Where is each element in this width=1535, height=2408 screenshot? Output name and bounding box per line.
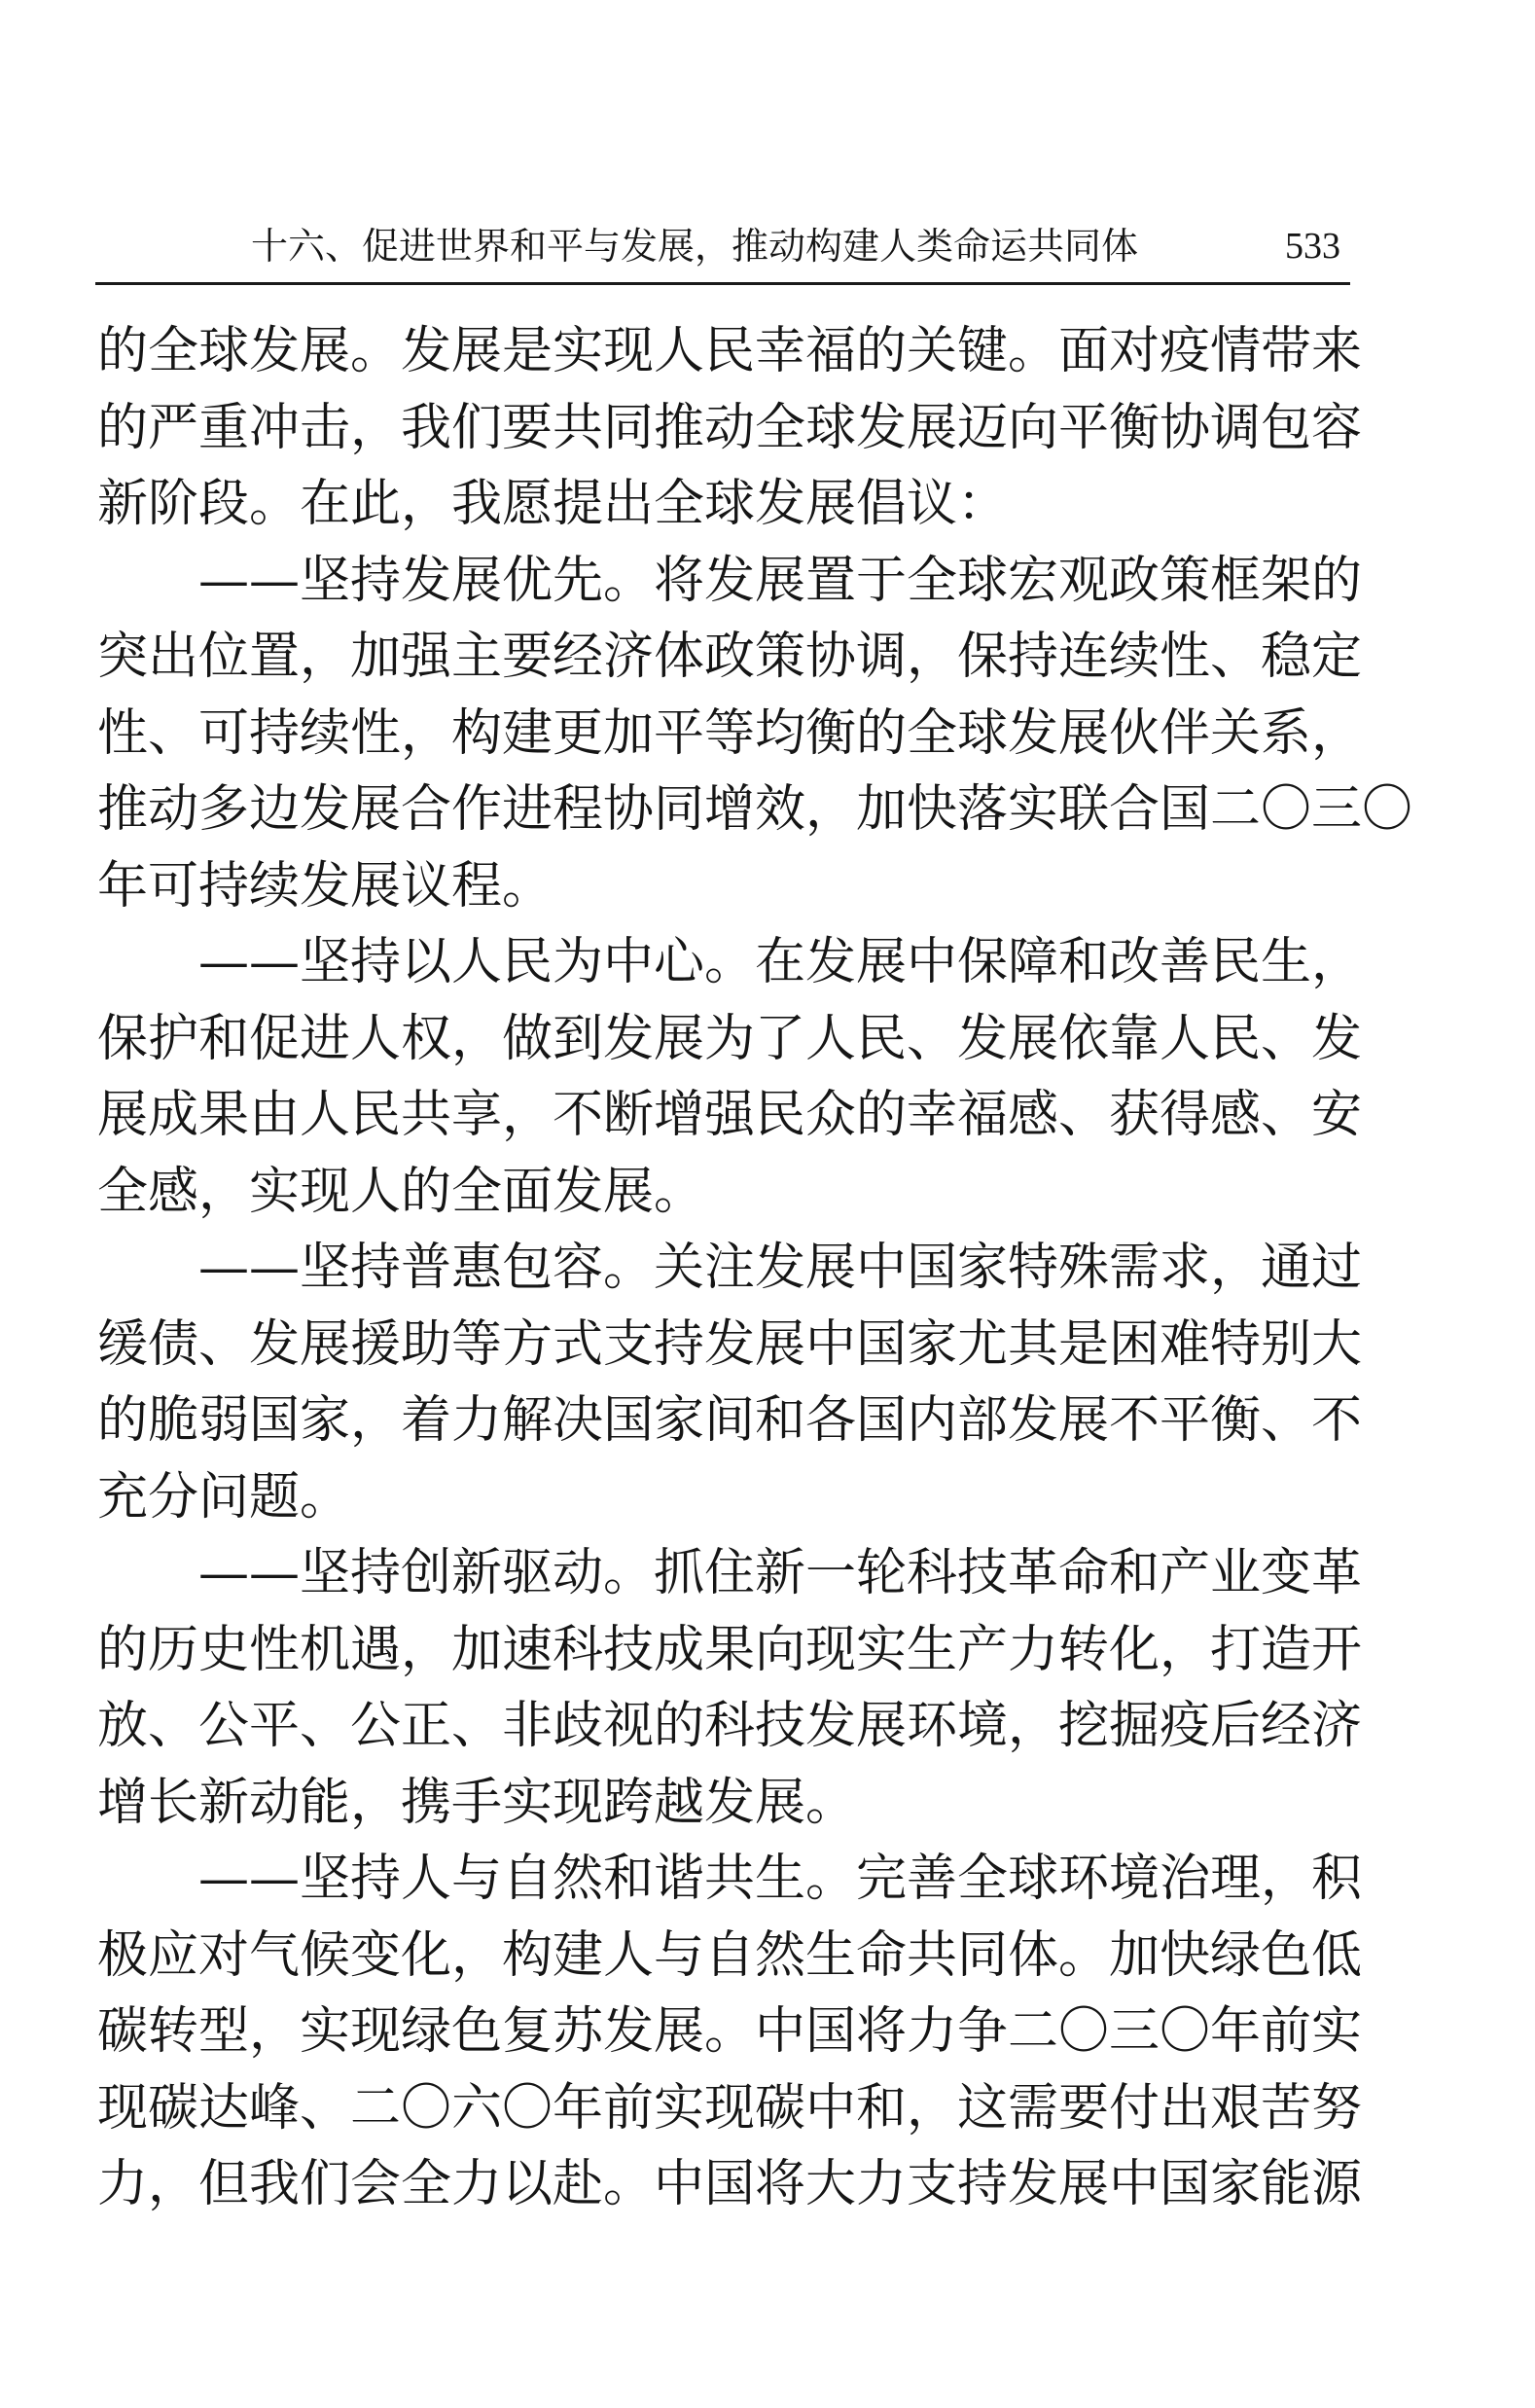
page-number: 533 [1285,226,1340,267]
text-line: ——坚持普惠包容。关注发展中国家特殊需求，通过 [198,1239,1363,1297]
text-line: 放、公平、公正、非歧视的科技发展环境，挖掘疫后经济 [97,1697,1363,1755]
text-line: 充分问题。 [97,1467,351,1527]
text-line: 保护和促进人权，做到发展为了人民、发展依靠人民、发 [97,1009,1363,1068]
chapter-title: 十六、促进世界和平与发展，推动构建人类命运共同体 [251,225,1139,268]
text-line: 年可持续发展议程。 [97,856,553,916]
running-header [95,220,1350,272]
text-line: 极应对气候变化，构建人与自然生命共同体。加快绿色低 [97,1925,1363,1985]
text-line: 全感，实现人的全面发展。 [97,1162,705,1221]
text-line: 的全球发展。发展是实现人民幸福的关键。面对疫情带来 [97,322,1363,380]
text-line: 的历史性机遇，加速科技成果向现实生产力转化，打造开 [97,1620,1363,1679]
text-line: 性、可持续性，构建更加平等均衡的全球发展伙伴关系， [97,703,1363,763]
text-line: 推动多边发展合作进程协同增效，加快落实联合国二〇三〇 [97,780,1413,839]
text-line: 缓债、发展援助等方式支持发展中国家尤其是困难特别大 [97,1314,1363,1374]
text-line: 的脆弱国家，着力解决国家间和各国内部发展不平衡、不 [97,1391,1363,1450]
text-line: ——坚持创新驱动。抓住新一轮科技革命和产业变革 [198,1544,1363,1602]
text-line: 展成果由人民共享，不断增强民众的幸福感、获得感、安 [97,1086,1363,1144]
text-line: ——坚持以人民为中心。在发展中保障和改善民生， [198,933,1363,991]
text-line: 增长新动能，携手实现跨越发展。 [97,1773,857,1832]
header-rule [95,282,1350,285]
text-line: 新阶段。在此，我愿提出全球发展倡议： [97,475,1009,533]
text-line: 碳转型，实现绿色复苏发展。中国将力争二〇三〇年前实 [97,2002,1363,2061]
body-text [97,313,1413,2223]
text-line: 的严重冲击，我们要共同推动全球发展迈向平衡协调包容 [97,398,1363,457]
text-line: ——坚持发展优先。将发展置于全球宏观政策框架的 [198,551,1363,610]
text-line: ——坚持人与自然和谐共生。完善全球环境治理，积 [198,1850,1363,1908]
text-line: 突出位置，加强主要经济体政策协调，保持连续性、稳定 [97,628,1363,686]
text-line: 现碳达峰、二〇六〇年前实现碳中和，这需要付出艰苦努 [97,2078,1363,2138]
text-line: 力，但我们会全力以赴。中国将大力支持发展中国家能源 [97,2155,1363,2213]
